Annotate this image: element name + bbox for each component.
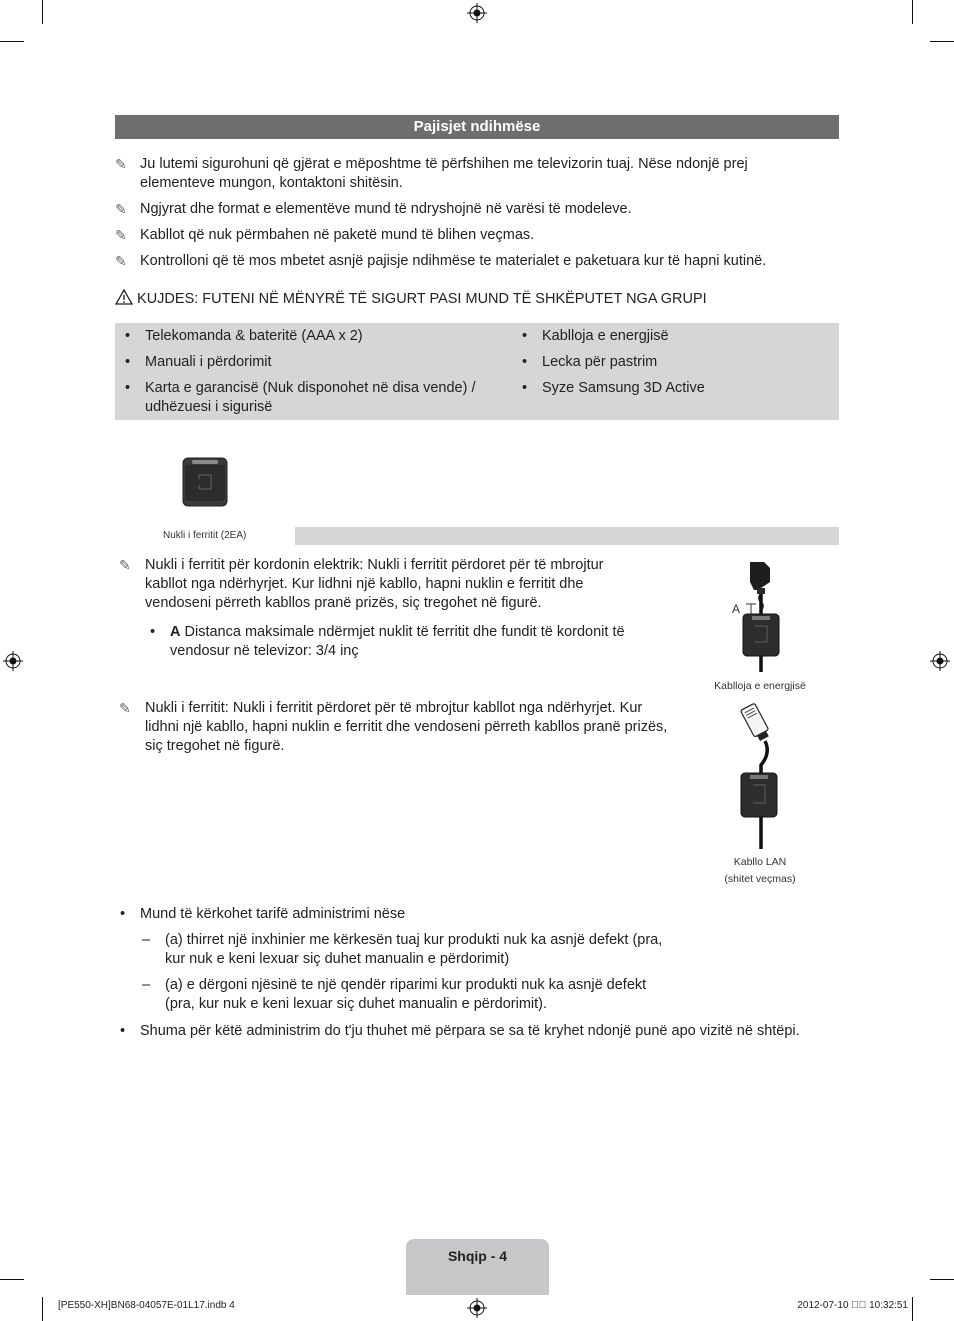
pen-note-icon: ✎ (119, 557, 131, 573)
list-item: • Manuali i përdorimit (125, 354, 272, 370)
registration-mark-icon (930, 651, 950, 671)
list-item: • Lecka për pastrim (522, 354, 658, 370)
warning-icon (115, 289, 133, 305)
crop-mark (912, 1297, 913, 1321)
footer-timestamp: 2012-07-10 ￿￿ 10:32:51 (797, 1300, 908, 1311)
registration-mark-icon (467, 1298, 487, 1318)
list-item: • Mund të kërkohet tarifë administrimi nëse (120, 906, 406, 922)
crop-mark (0, 1279, 24, 1280)
list-item: – (a) e dërgoni njësinë te një qendër riparimi kur produkti nuk ka asnjë defekt (pra, kur nuk e keni lexuar siç duhet manualin e përdorimit). (142, 977, 647, 1012)
crop-mark (912, 0, 913, 24)
note-cables-separately: ✎ Kabllot që nuk përmbahen në paketë mund të blihen veçmas. (115, 227, 535, 243)
distance-label: A (170, 624, 181, 640)
note-contents-check: ✎ Ju lutemi sigurohuni që gjërat e mëposhtme të përfshihen me televizorin tuaj. Nëse ndonjë prej elementeve mungon, kontaktoni shitësin. (115, 156, 748, 191)
list-item: • Telekomanda & bateritë (AAA x 2) (125, 328, 363, 344)
lan-cable-ferrite-figure (735, 703, 785, 849)
pen-note-icon: ✎ (115, 253, 127, 269)
power-cord-ferrite-figure (728, 560, 788, 672)
note-check-packaging: ✎ Kontrolloni që të mos mbetet asnjë pajisje ndihmëse te materialet e paketuara kur të hapni kutinë. (115, 253, 767, 269)
lan-cable-subcaption: (shitet veçmas) (724, 873, 796, 885)
list-item: • Shuma për këtë administrim do t'ju thuhet më përpara se sa të kryhet ndonjë punë apo vizitë në shtëpi. (120, 1023, 800, 1039)
power-cord-caption: Kablloja e energjisë (714, 680, 806, 692)
registration-mark-icon (467, 3, 487, 23)
note-colors-shapes: ✎ Ngjyrat dhe format e elementëve mund të ndryshojnë në varësi të modeleve. (115, 201, 632, 217)
pen-note-icon: ✎ (119, 700, 131, 716)
list-item: • Kablloja e energjisë (522, 328, 669, 344)
ferrite-core-image (182, 457, 228, 507)
crop-mark (930, 1279, 954, 1280)
distance-marker-label: A (732, 602, 741, 616)
note-ferrite-lan: ✎ Nukli i ferritit: Nukli i ferritit përdoret për të mbrojtur kabllot nga ndërhyrjet. Kur lidhni një kabllo, hapni nuklin e ferritit dhe vendoseni përreth kabllos pranë prizës, siç tregohet në figurë. (119, 700, 668, 754)
section-title: Pajisjet ndihmëse (115, 115, 839, 139)
list-item: – (a) thirret një inxhinier me kërkesën tuaj kur produkti nuk ka asnjë defekt (pra, kur nuk e keni lexuar siç duhet manualin e përdorimit) (142, 932, 663, 967)
list-item: • Karta e garancisë (Nuk disponohet në disa vende) / udhëzuesi i sigurisë (125, 380, 476, 415)
caution-notice: KUJDES: FUTENI NË MËNYRË TË SIGURT PASI MUND TË SHKËPUTET NGA GRUPI (115, 289, 835, 307)
crop-mark (42, 0, 43, 24)
lan-cable-caption: Kabllo LAN (733, 856, 787, 868)
note-ferrite-power: ✎ Nukli i ferritit për kordonin elektrik: Nukli i ferritit përdoret për të mbrojtur kabllot nga ndërhyrjet. Kur lidhni një kabllo, hapni nuklin e ferritit dhe vendoseni përreth kabllos pranë prizës, siç tregohet në figurë. (119, 557, 604, 611)
caption-bar (295, 527, 839, 545)
crop-mark (0, 41, 24, 42)
list-item: • A Distanca maksimale ndërmjet nuklit të ferritit dhe fundit të kordonit të vendosur në televizor: 3/4 inç (150, 624, 625, 659)
pen-note-icon: ✎ (115, 201, 127, 217)
accessories-list (115, 323, 839, 420)
ferrite-caption: Nukli i ferritit (2EA) (163, 530, 247, 541)
pen-note-icon: ✎ (115, 156, 127, 172)
pen-note-icon: ✎ (115, 227, 127, 243)
registration-mark-icon (3, 651, 23, 671)
page-number: Shqip - 4 (406, 1239, 549, 1295)
crop-mark (930, 41, 954, 42)
list-item: • Syze Samsung 3D Active (522, 380, 705, 396)
crop-mark (42, 1297, 43, 1321)
footer-file-info: [PE550-XH]BN68-04057E-01L17.indb 4 (58, 1300, 235, 1311)
